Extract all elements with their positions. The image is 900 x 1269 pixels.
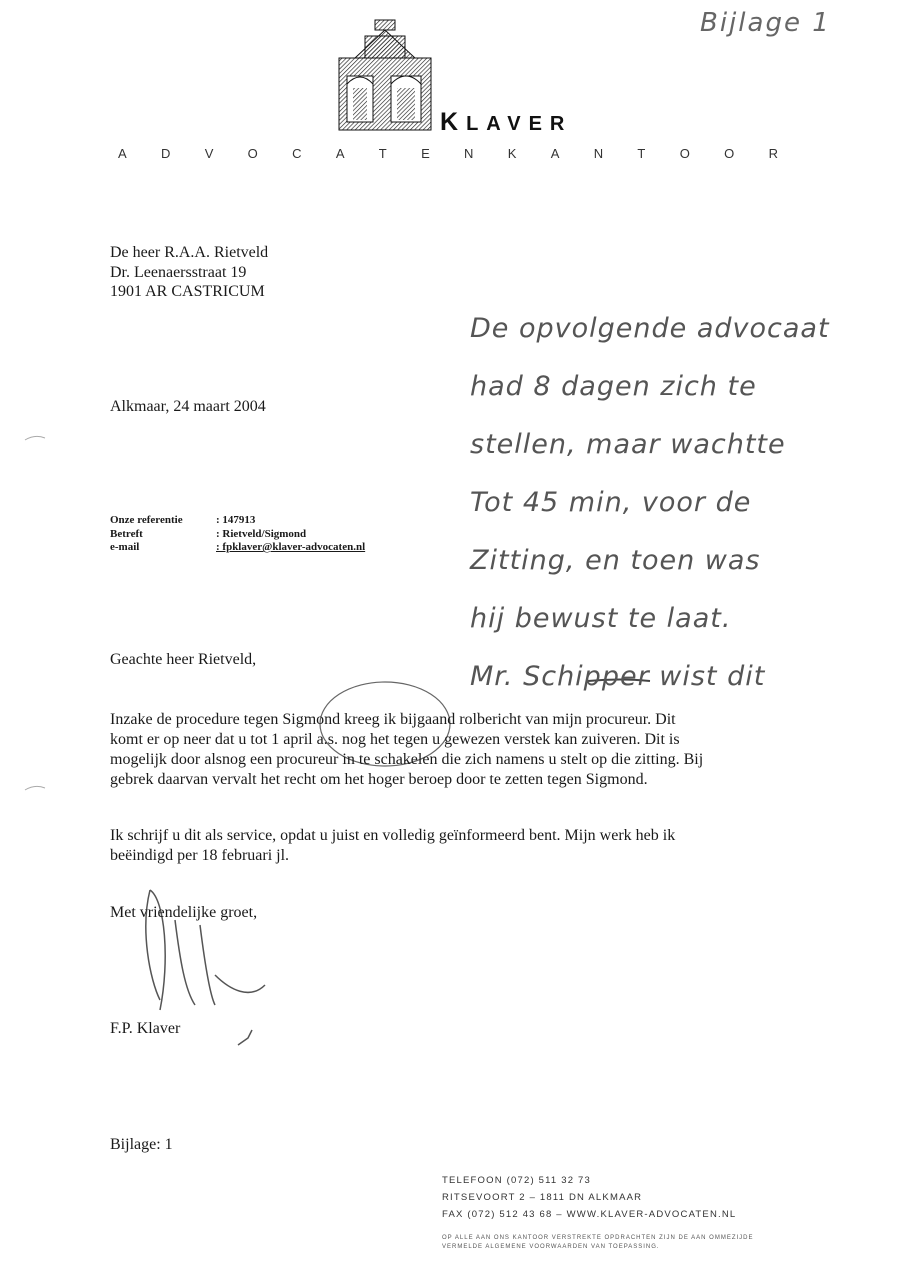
subtitle-letter: O	[724, 146, 735, 161]
recipient-address	[110, 243, 268, 302]
subtitle-letter: A	[550, 146, 560, 161]
footer-disclaimer: OP ALLE AAN ONS KANTOOR VERSTREKTE OPDRACHTEN ZIJN DE AAN OMMEZIJDE VERMELDE ALGEMENE VOORWAARDEN VAN TOEPASSING.	[442, 1235, 754, 1250]
subtitle-letter: A	[118, 146, 127, 161]
footer-contact	[442, 1172, 736, 1223]
subtitle-letter: V	[204, 146, 214, 161]
recipient-street: Dr. Leenaersstraat 19	[110, 263, 247, 281]
subtitle-letter: N	[464, 146, 474, 161]
subtitle-letter: K	[507, 146, 517, 161]
subtitle-letter: A	[335, 146, 345, 161]
footer-phone: TELEFOON (072) 511 32 73	[442, 1175, 592, 1186]
recipient-city: 1901 AR CASTRICUM	[110, 283, 265, 300]
margin-mark	[25, 436, 45, 440]
subtitle-letter: R	[768, 146, 778, 161]
subtitle-letter: T	[378, 146, 387, 161]
subtitle-letter: D	[160, 146, 171, 161]
recipient-name: De heer R.A.A. Rietveld	[110, 244, 269, 261]
handwritten-note: De opvolgende advocaat had 8 dagen zich te stellen, maar wachtte Tot 45 min, voor de Zitting, en toen was hij bewust te laat. Mr. Schipper wist dit	[470, 313, 830, 692]
attachment-note: Bijlage: 1	[110, 1136, 173, 1153]
body-paragraph: Ik schrijf u dit als service, opdat u juist en volledig geïnformeerd bent. Mijn werk heb ik beëindigd per 18 februari jl.	[110, 827, 676, 864]
reference-row: Betreft : Rietveld/Sigmond	[110, 527, 307, 540]
dateline: Alkmaar, 24 maart 2004	[110, 398, 266, 415]
body-paragraph: Inzake de procedure tegen Sigmond kreeg ik bijgaand rolbericht van mijn procureur. Dit komt er op neer dat u tot 1 april a.s. nog het tegen u gewezen verstek kan zuiveren. Dit is mogelijk door alsnog een procureur in te schakelen die zich namens u stelt op die zitting. Bij gebrek daarvan vervalt het recht om het hoger beroep door te zetten tegen Sigmond.	[110, 711, 704, 788]
footer-address: RITSEVOORT 2 – 1811 DN ALKMAAR	[442, 1192, 643, 1203]
subtitle-letter: O	[679, 146, 690, 161]
reference-row: e-mail : fpklaver@klaver-advocaten.nl	[110, 541, 366, 553]
subtitle-letter: E	[421, 146, 430, 161]
salutation: Geachte heer Rietveld,	[110, 651, 257, 668]
logo-house-icon	[335, 18, 435, 133]
subtitle-letter: C	[292, 146, 302, 161]
tick-mark	[238, 1030, 252, 1045]
signer-name: F.P. Klaver	[110, 1020, 181, 1037]
brand-name: KLAVER	[440, 108, 573, 136]
brand-subtitle	[118, 146, 778, 161]
footer-fax: FAX (072) 512 43 68 – WWW.KLAVER-ADVOCATEN.NL	[442, 1209, 737, 1220]
subtitle-letter: O	[247, 146, 258, 161]
corner-note: Bijlage 1	[700, 8, 831, 38]
email-link[interactable]: : fpklaver@klaver-advocaten.nl	[216, 541, 366, 553]
subtitle-letter: N	[593, 146, 604, 161]
margin-mark	[25, 786, 45, 790]
subtitle-letter: T	[637, 146, 646, 161]
reference-row: Onze referentie : 147913	[110, 514, 256, 526]
reference-block	[110, 514, 365, 555]
closing: Met vriendelijke groet,	[110, 904, 258, 921]
